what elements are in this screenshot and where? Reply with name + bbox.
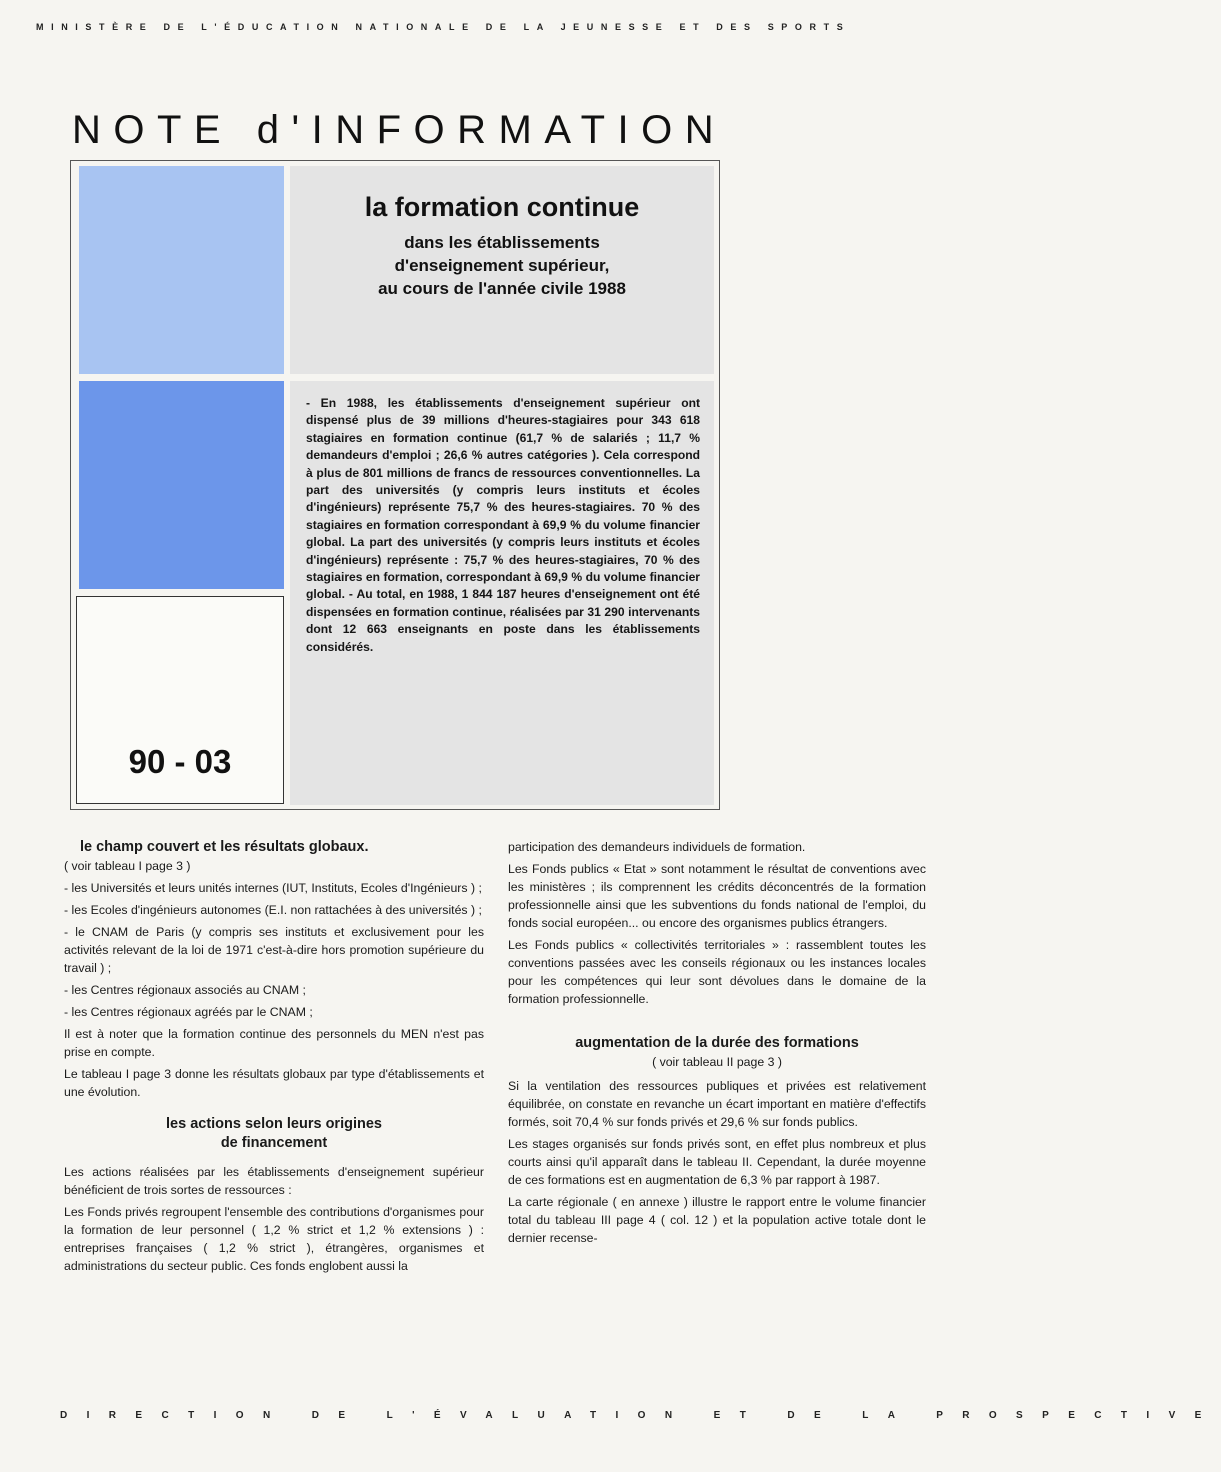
- note-number: 90 - 03: [128, 743, 232, 780]
- title-panel: [290, 166, 714, 374]
- right-column: [508, 838, 926, 1251]
- paragraph: - les Universités et leurs unités internes (IUT, Instituts, Ecoles d'Ingénieurs ) ;: [64, 881, 482, 895]
- ministry-header: MINISTÈRE DE L'ÉDUCATION NATIONALE DE LA JEUNESSE ET DES SPORTS: [36, 22, 851, 32]
- paragraph: - les Centres régionaux agréés par le CNAM ;: [64, 1005, 313, 1019]
- summary-text: - En 1988, les établissements d'enseignement supérieur ont dispensé plus de 39 millions d'heures-stagiaires pour 343 618 stagiaires en formation continue (61,7 % de salariés ; 11,7 % demandeurs d'emploi ; 26,6 % autres catégories ). Cela correspond à plus de 801 millions de francs de ressources conventionnelles. La part des universités (y compris leurs instituts et écoles d'ingénieurs) représente 75,7 % des heures-stagiaires. 70 % des stagiaires en formation correspondant à 69,9 % du volume financier global. La part des universités (y compris leurs instituts et écoles d'ingénieurs) représente : 75,7 % des heures-stagiaires, 70 % des stagiaires en formation, correspondant à 69,9 % du volume financier global. - Au total, en 1988, 1 844 187 heures d'enseignement ont été dispensées en formation continue, réalisées par 31 290 intervenants dont 12 663 enseignants en poste dans les établissements considérés.: [306, 396, 700, 654]
- summary-panel: [290, 381, 714, 805]
- section-heading-origines: les actions selon leurs origines: [166, 1116, 382, 1132]
- paragraph: Les stages organisés sur fonds privés sont, en effet plus nombreux et plus courts ainsi qu'il apparaît dans le tableau II. Cependant, la durée moyenne de ces formations est en augmentation de 6,3 % par rapport à 1987.: [508, 1137, 926, 1187]
- decorative-block-blue: [79, 381, 284, 589]
- paragraph: Les actions réalisées par les établissements d'enseignement supérieur bénéficient de trois sortes de ressources :: [64, 1165, 484, 1197]
- paragraph: Les Fonds publics « Etat » sont notamment le résultat de conventions avec les ministères ; ils comprennent les crédits déconcentrés de la formation professionnelle ainsi que les subventions du fonds national de l'emploi, du fonds social européen... ou encore des organismes publics étrangers.: [508, 862, 926, 930]
- document-subtitle-line-2: d'enseignement supérieur,: [394, 256, 610, 275]
- paragraph: participation des demandeurs individuels de formation.: [508, 840, 806, 854]
- paragraph: La carte régionale ( en annexe ) illustre le rapport entre le volume financier total du tableau III page 4 ( col. 12 ) et la population active totale dont le dernier recense-: [508, 1195, 926, 1245]
- document-title: la formation continue: [364, 192, 640, 222]
- section-heading-origines-2: de financement: [220, 1135, 328, 1151]
- note-number-box: [76, 596, 284, 804]
- paragraph: Les Fonds privés regroupent l'ensemble des contributions d'organismes pour la formation de leur personnel ( 1,2 % strict et 1,2 % extensions ) : entreprises françaises ( 1,2 % strict ), étrangères, organismes et administrations du secteur public. Ces fonds englobent aussi la: [64, 1205, 484, 1273]
- section-heading-champ: le champ couvert et les résultats globaux.: [80, 839, 369, 855]
- left-column: [64, 838, 484, 1279]
- decorative-block-light-blue: [79, 166, 284, 374]
- section-ref-duree: ( voir tableau II page 3 ): [652, 1055, 782, 1069]
- document-subtitle-line-3: au cours de l'année civile 1988: [378, 279, 626, 298]
- paragraph: - le CNAM de Paris (y compris ses instituts et exclusivement pour les activités relevant de la loi de 1971 c'est-à-dire hors promotion supérieure du travail ) ;: [64, 925, 484, 975]
- note-title: NOTE d'INFORMATION: [72, 108, 727, 152]
- paragraph: Le tableau I page 3 donne les résultats globaux par type d'établissements et une évolution.: [64, 1067, 484, 1099]
- paragraph: Il est à noter que la formation continue des personnels du MEN n'est pas prise en compte.: [64, 1027, 484, 1059]
- document-subtitle-line-1: dans les établissements: [404, 233, 600, 252]
- section-heading-duree: augmentation de la durée des formations: [575, 1035, 859, 1051]
- paragraph: - les Ecoles d'ingénieurs autonomes (E.I. non rattachées à des universités ) ;: [64, 903, 482, 917]
- section-ref-champ: ( voir tableau I page 3 ): [64, 859, 191, 873]
- direction-footer: DIRECTION DE L'ÉVALUATION ET DE LA PROSPECTIVE: [60, 1410, 1221, 1421]
- paragraph: Les Fonds publics « collectivités territoriales » : rassemblent toutes les conventions passées avec les conseils régionaux ou les instances locales pour les compétences qui leur sont dévolues dans le domaine de la formation professionnelle.: [508, 938, 926, 1006]
- paragraph: Si la ventilation des ressources publiques et privées est relativement équilibrée, on constate en revanche un écart important en matière d'effectifs formés, soit 70,4 % sur fonds privés et 29,6 % sur fonds publics.: [508, 1079, 926, 1129]
- paragraph: - les Centres régionaux associés au CNAM ;: [64, 983, 306, 997]
